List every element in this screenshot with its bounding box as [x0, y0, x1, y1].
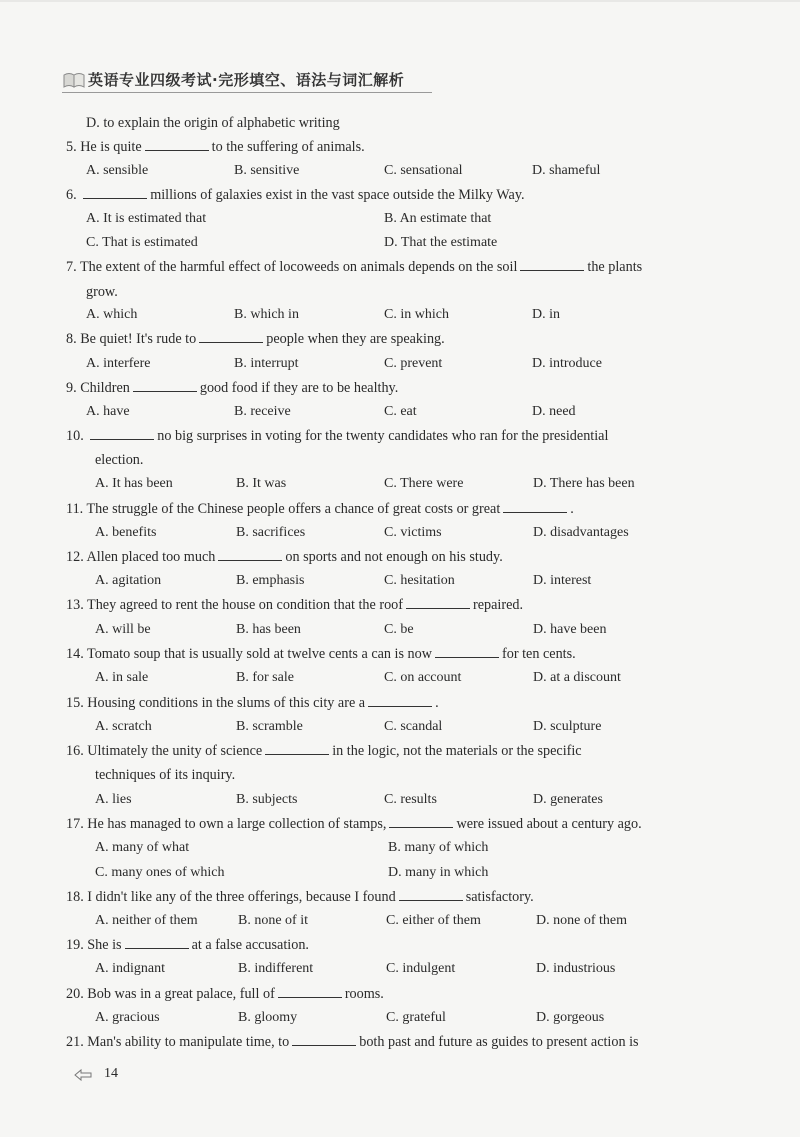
question-stem: 20. Bob was in a great palace, full of rooms. [66, 986, 384, 1002]
question-stem: 18. I didn't like any of the three offerings, because I found satisfactory. [66, 889, 534, 905]
question-stem: 17. He has managed to own a large collection of stamps, were issued about a century ago. [66, 816, 642, 832]
option: A. It is estimated that [86, 211, 207, 226]
option: A. scratch [95, 719, 152, 734]
option: C. grateful [386, 1010, 446, 1025]
option: D. gorgeous [536, 1010, 605, 1025]
answer-blank [292, 1033, 356, 1046]
option: D. generates [533, 792, 603, 807]
left-arrow-icon [74, 1068, 92, 1082]
option: C. be [384, 622, 414, 637]
option: B. has been [236, 622, 301, 637]
option: A. in sale [95, 670, 149, 685]
option: A. It has been [95, 476, 173, 491]
answer-blank [278, 985, 342, 998]
answer-blank [503, 500, 567, 513]
header-underline [62, 92, 432, 93]
option: B. interrupt [234, 356, 299, 371]
intro-option-d: D. to explain the origin of alphabetic writing [86, 115, 340, 131]
question-stem: 6. millions of galaxies exist in the vast space outside the Milky Way. [66, 187, 525, 203]
option: D. many in which [388, 865, 489, 880]
option: D. in [532, 307, 560, 322]
option: B. subjects [236, 792, 298, 807]
question-stem: 11. The struggle of the Chinese people offers a chance of great costs or great . [66, 501, 574, 517]
option: B. scramble [236, 719, 303, 734]
option: A. which [86, 307, 138, 322]
option: C. indulgent [386, 961, 456, 976]
option: D. interest [533, 573, 592, 588]
answer-blank [133, 379, 197, 392]
answer-blank [520, 258, 584, 271]
option: C. eat [384, 404, 417, 419]
answer-blank [435, 645, 499, 658]
option: D. There has been [533, 476, 635, 491]
question-stem: 9. Children good food if they are to be healthy. [66, 380, 399, 396]
answer-blank [145, 138, 209, 151]
option: B. which in [234, 307, 299, 322]
option: C. victims [384, 525, 442, 540]
option: B. sensitive [234, 163, 300, 178]
option: D. introduce [532, 356, 602, 371]
page-header [62, 68, 742, 94]
question-stem-continued: techniques of its inquiry. [95, 767, 236, 783]
option: B. for sale [236, 670, 294, 685]
option: C. many ones of which [95, 865, 225, 880]
option: B. emphasis [236, 573, 305, 588]
question-stem: 21. Man's ability to manipulate time, to both past and future as guides to present action is [66, 1034, 639, 1050]
question-stem: 14. Tomato soup that is usually sold at twelve cents a can is now for ten cents. [66, 646, 576, 662]
option: A. will be [95, 622, 151, 637]
option: C. prevent [384, 356, 443, 371]
option: B. many of which [388, 840, 489, 855]
option: B. receive [234, 404, 291, 419]
question-stem: 5. He is quite to the suffering of animals. [66, 139, 365, 155]
answer-blank [125, 936, 189, 949]
option: D. industrious [536, 961, 616, 976]
option: C. There were [384, 476, 464, 491]
option: B. indifferent [238, 961, 314, 976]
answer-blank [406, 596, 470, 609]
question-stem: 13. They agreed to rent the house on condition that the roof repaired. [66, 597, 524, 613]
option: D. That the estimate [384, 235, 498, 250]
page-number: 14 [104, 1066, 118, 1081]
option: D. none of them [536, 913, 627, 928]
option: C. in which [384, 307, 449, 322]
answer-blank [265, 742, 329, 755]
option: A. gracious [95, 1010, 160, 1025]
option: C. scandal [384, 719, 443, 734]
option: B. none of it [238, 913, 308, 928]
option: D. sculpture [533, 719, 602, 734]
question-stem: 7. The extent of the harmful effect of locoweeds on animals depends on the soil the plants [66, 259, 643, 275]
option: D. disadvantages [533, 525, 629, 540]
option: A. sensible [86, 163, 149, 178]
open-book-icon [62, 72, 86, 88]
answer-blank [90, 427, 154, 440]
answer-blank [218, 548, 282, 561]
question-stem-continued: grow. [86, 284, 118, 300]
option: C. results [384, 792, 437, 807]
question-stem: 19. She is at a false accusation. [66, 937, 309, 953]
option: C. on account [384, 670, 462, 685]
option: A. interfere [86, 356, 151, 371]
question-stem: 8. Be quiet! It's rude to people when they are speaking. [66, 331, 445, 347]
option: D. shameful [532, 163, 601, 178]
option: A. agitation [95, 573, 162, 588]
option: A. neither of them [95, 913, 198, 928]
question-stem: 12. Allen placed too much on sports and not enough on his study. [66, 549, 503, 565]
option: C. sensational [384, 163, 463, 178]
question-stem: 15. Housing conditions in the slums of this city are a . [66, 695, 439, 711]
question-stem: 16. Ultimately the unity of science in the logic, not the materials or the specific [66, 743, 582, 759]
option: B. An estimate that [384, 211, 492, 226]
header-title: 英语专业四级考试·完形填空、语法与词汇解析 [88, 71, 405, 89]
option: A. indignant [95, 961, 165, 976]
option: A. lies [95, 792, 132, 807]
option: A. benefits [95, 525, 157, 540]
option: A. many of what [95, 840, 190, 855]
answer-blank [389, 815, 453, 828]
option: D. need [532, 404, 576, 419]
answer-blank [199, 330, 263, 343]
option: D. at a discount [533, 670, 621, 685]
question-stem: 10. no big surprises in voting for the twenty candidates who ran for the presidential [66, 428, 609, 444]
option: B. sacrifices [236, 525, 306, 540]
option: C. either of them [386, 913, 481, 928]
option: D. have been [533, 622, 607, 637]
option: A. have [86, 404, 130, 419]
option: C. hesitation [384, 573, 455, 588]
option: B. It was [236, 476, 287, 491]
answer-blank [399, 888, 463, 901]
option: B. gloomy [238, 1010, 298, 1025]
option: C. That is estimated [86, 235, 198, 250]
answer-blank [83, 186, 147, 199]
answer-blank [368, 694, 432, 707]
question-stem-continued: election. [95, 452, 144, 468]
page-top-rule [0, 0, 800, 2]
